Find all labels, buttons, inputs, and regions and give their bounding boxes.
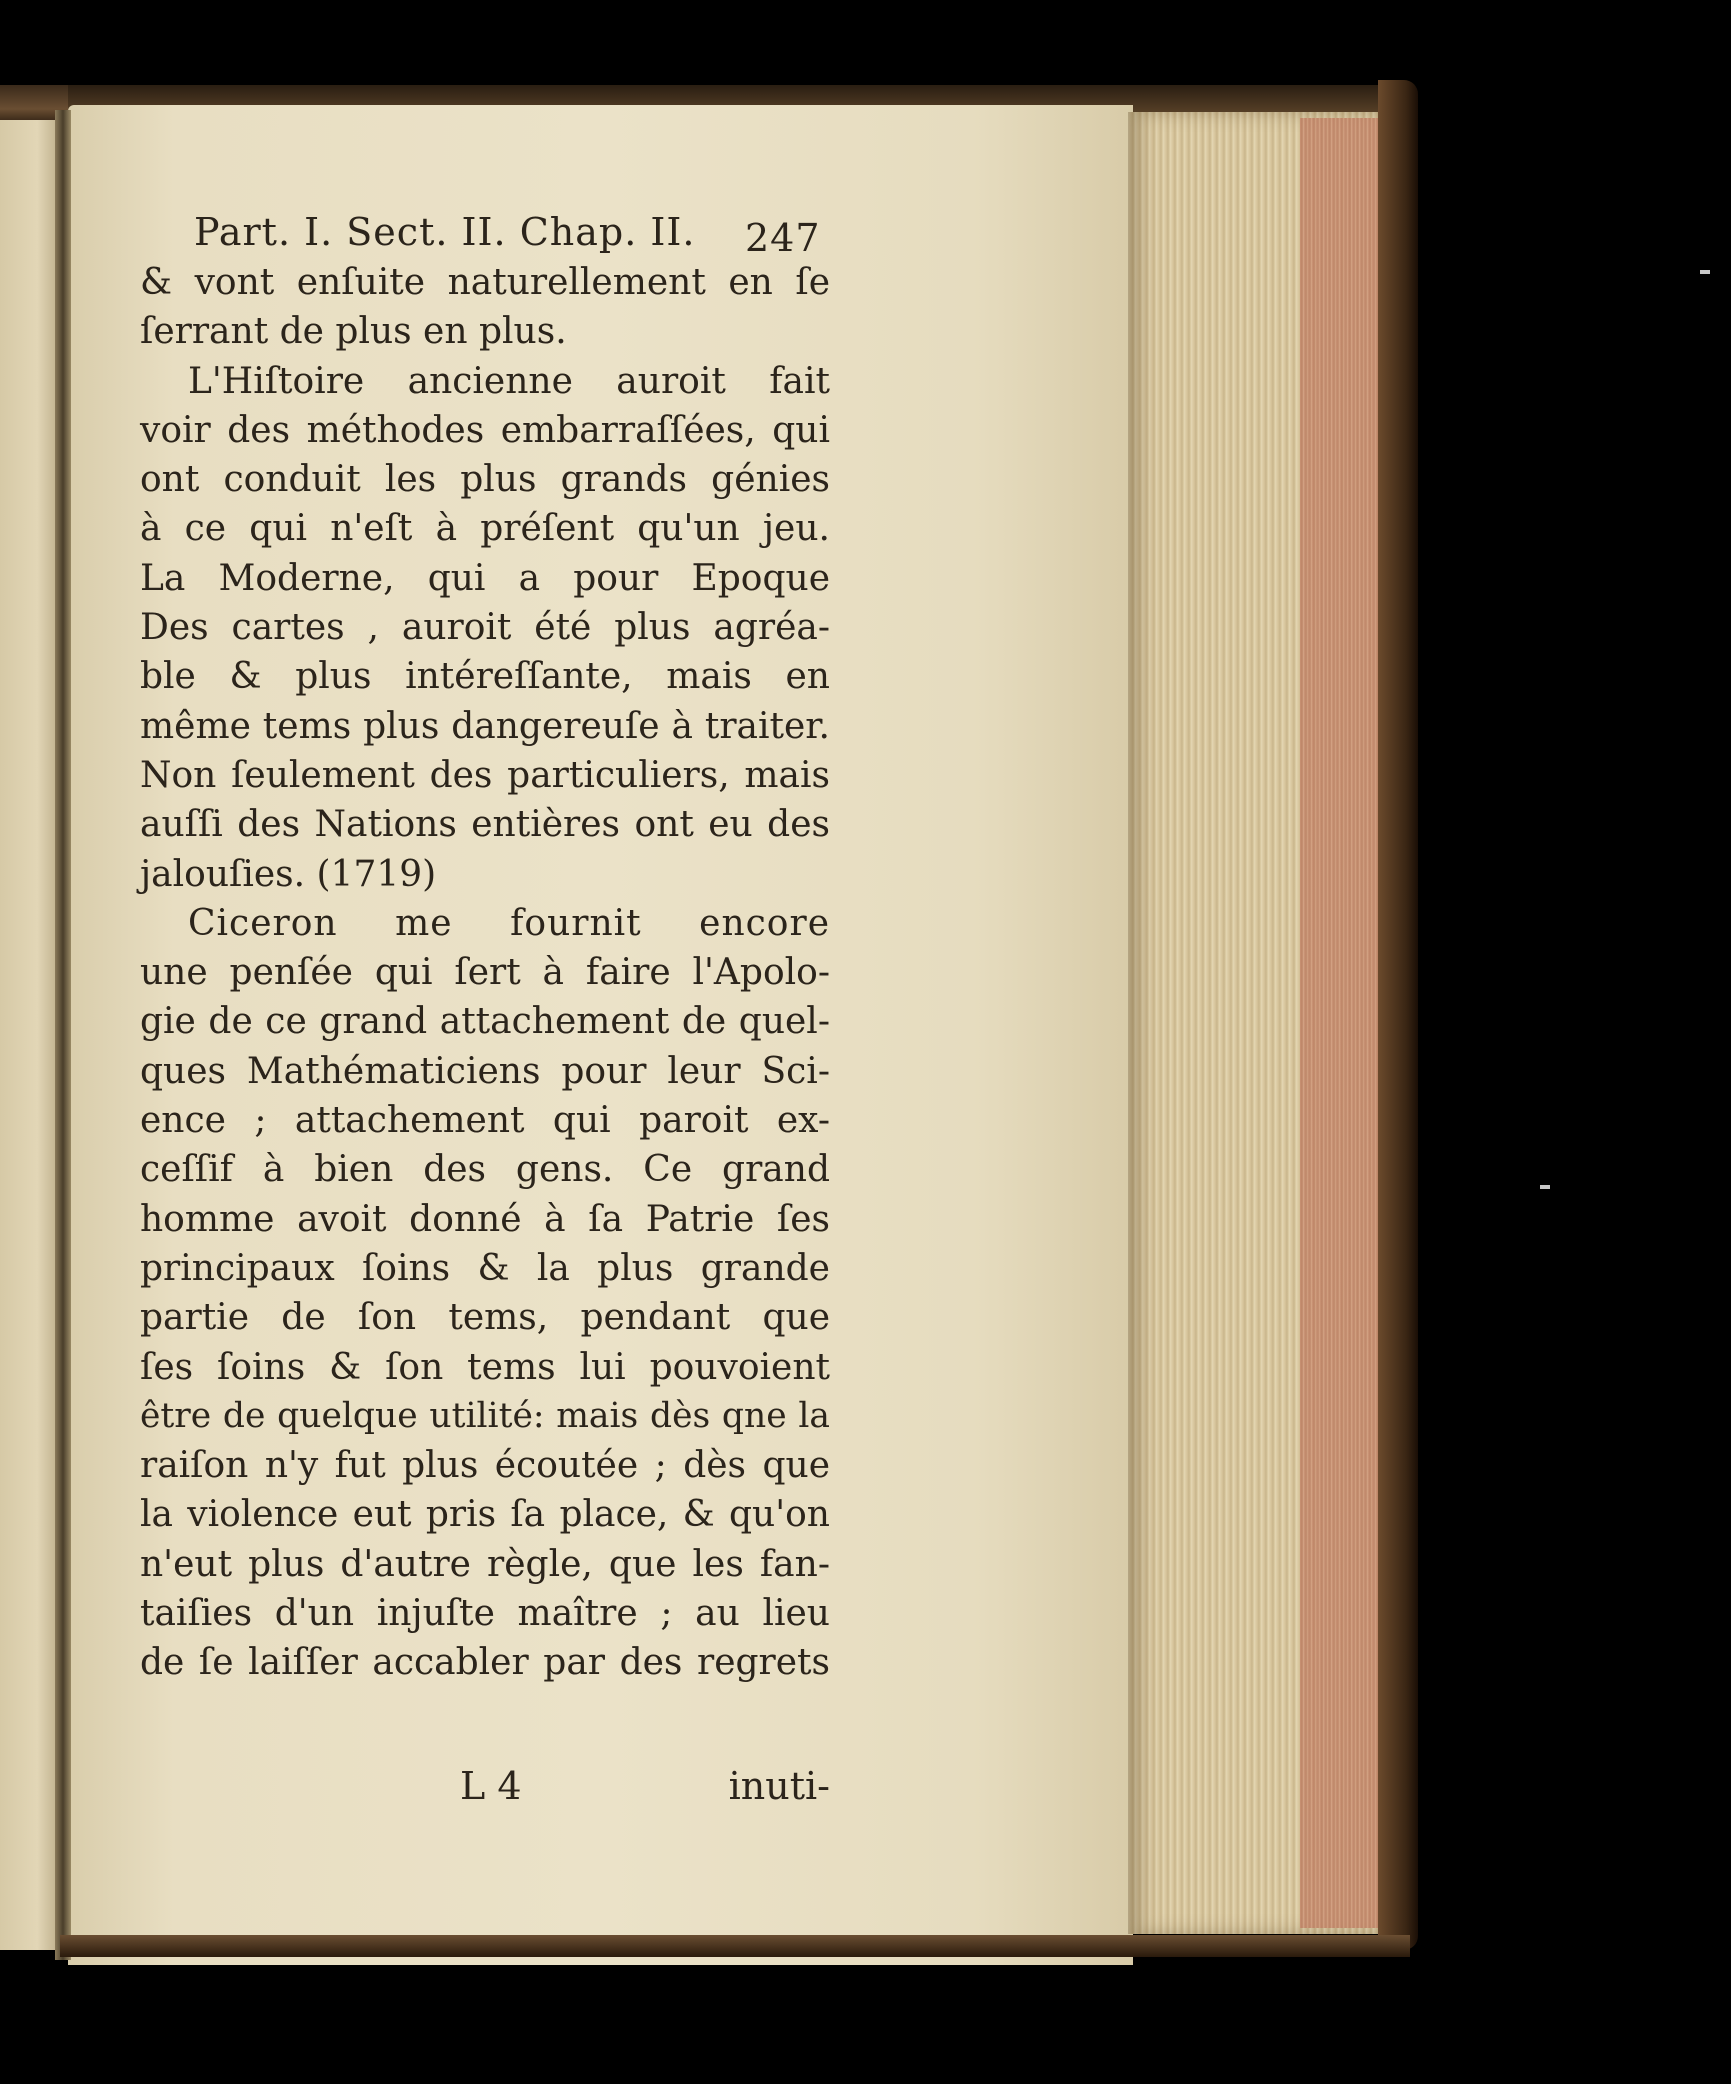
text-line: L'Hiſtoire ancienne auroit fait bbox=[188, 360, 830, 402]
page-number: 247 bbox=[745, 216, 821, 260]
text-line: à ce qui n'eſt à préſent qu'un jeu. bbox=[140, 508, 830, 550]
text-line: être de quelque utilité: mais dès qne la bbox=[140, 1395, 830, 1436]
text-line: taiſies d'un injuſte maître ; au lieu bbox=[140, 1593, 830, 1635]
text-line: La Moderne, qui a pour Epoque bbox=[140, 557, 830, 599]
text-line: homme avoit donné à ſa Patrie ſes bbox=[140, 1198, 830, 1240]
right-cover-edge bbox=[1378, 80, 1418, 1950]
page-text bbox=[140, 208, 830, 1688]
scan-artifact bbox=[1540, 1185, 1550, 1189]
text-line: Non ſeulement des particuliers, mais bbox=[140, 754, 830, 796]
text-line: ence ; attachement qui paroit ex- bbox=[140, 1100, 830, 1142]
scan-artifact bbox=[1700, 270, 1710, 274]
catchword: inuti- bbox=[728, 1764, 830, 1808]
text-line: ceſſif à bien des gens. Ce grand bbox=[140, 1149, 830, 1191]
page-header bbox=[140, 208, 830, 258]
text-line: de ſe laiſſer accabler par des regrets bbox=[140, 1642, 830, 1684]
running-head: Part. I. Sect. II. Chap. II. bbox=[194, 210, 696, 254]
bottom-cover-edge bbox=[60, 1935, 1410, 1957]
text-line: gie de ce grand attachement de quel- bbox=[140, 1001, 830, 1043]
page-footer bbox=[140, 1764, 830, 1814]
text-line: raiſon n'y fut plus écoutée ; dès que bbox=[140, 1445, 830, 1487]
text-line: même tems plus dangereuſe à traiter. bbox=[140, 705, 830, 747]
text-line: & vont enſuite naturellement en ſe bbox=[140, 262, 830, 303]
text-line: ſerrant de plus en plus. bbox=[140, 311, 567, 353]
text-line: une penſée qui ſert à faire l'Apolo- bbox=[140, 952, 830, 994]
text-line: ſes ſoins & ſon tems lui pouvoient bbox=[140, 1346, 830, 1388]
text-line: voir des méthodes embarraſſées, qui bbox=[140, 409, 830, 451]
text-line: Ciceron me fournit encore bbox=[188, 902, 830, 944]
text-line: ble & plus intéreſſante, mais en bbox=[140, 656, 830, 698]
text-line: jalouſies. (1719) bbox=[140, 853, 437, 895]
text-line: ques Mathématiciens pour leur Sci- bbox=[140, 1050, 830, 1092]
text-line: auſſi des Nations entières ont eu des bbox=[140, 804, 830, 846]
facing-page-sliver bbox=[0, 120, 62, 1950]
text-line: ont conduit les plus grands génies bbox=[140, 459, 830, 501]
text-line: principaux ſoins & la plus grande bbox=[140, 1247, 830, 1289]
signature-mark: L 4 bbox=[460, 1764, 522, 1808]
text-line: Des cartes , auroit été plus agréa- bbox=[140, 607, 830, 649]
page-gutter bbox=[55, 110, 71, 1960]
text-line: la violence eut pris ſa place, & qu'on bbox=[140, 1494, 830, 1536]
text-line: n'eut plus d'autre règle, que les fan- bbox=[140, 1543, 830, 1585]
red-sprinkled-edges bbox=[1300, 118, 1380, 1928]
text-line: partie de ſon tems, pendant que bbox=[140, 1297, 830, 1339]
